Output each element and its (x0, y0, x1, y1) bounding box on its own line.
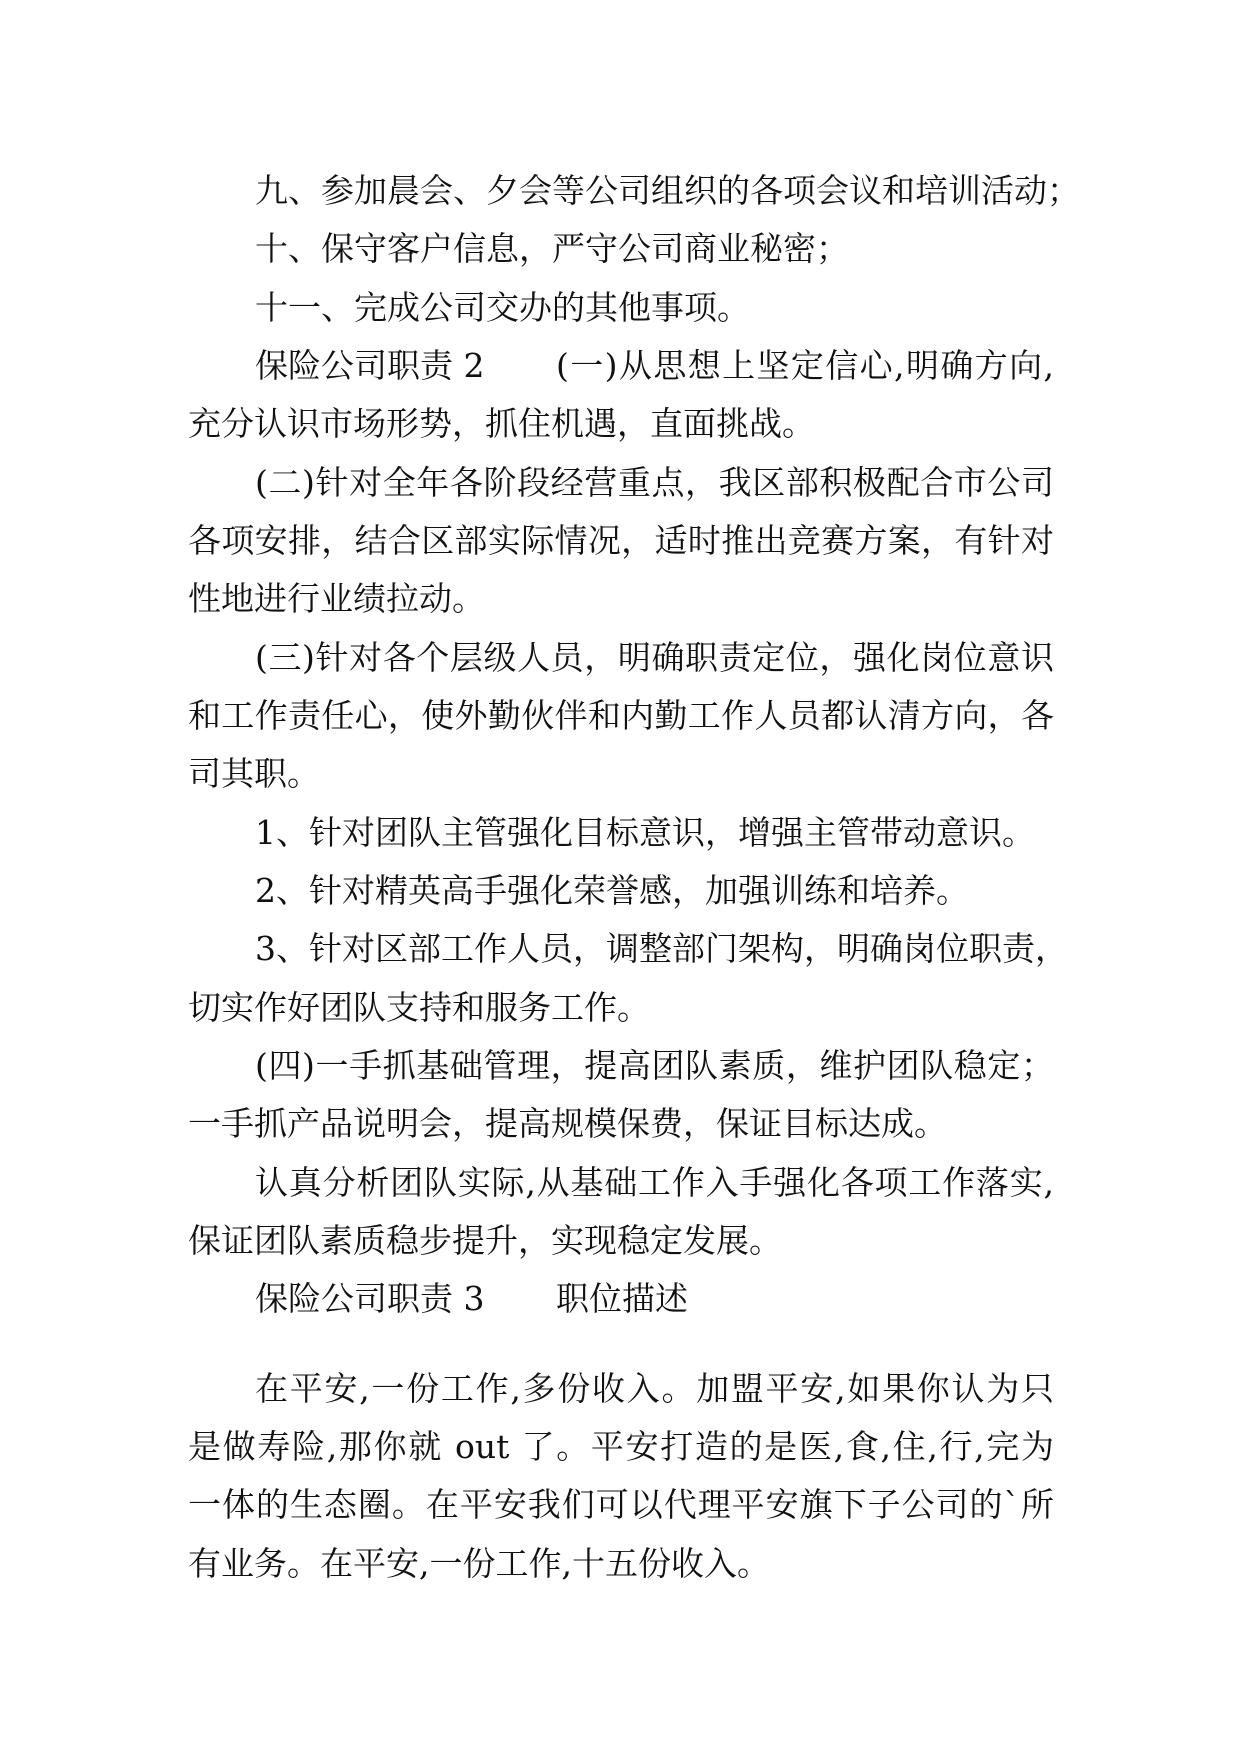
text-line: 司其职。 (188, 754, 320, 794)
paragraph (188, 1360, 1054, 1593)
paragraph (188, 454, 1054, 629)
text-line: 性地进行业绩拉动。 (188, 579, 485, 619)
section-heading-line (188, 337, 1054, 395)
section-responsibilities-3 (188, 1270, 1054, 1593)
text-line: 各项安排，结合区部实际情况，适时推出竞赛方案，有针对 (188, 520, 1054, 560)
text-line: (三)针对各个层级人员，明确职责定位，强化岗位意识 (255, 637, 1054, 677)
list-item (188, 804, 1054, 862)
text-line: 保证团队素质稳步提升，实现稳定发展。 (188, 1220, 782, 1260)
paragraph (188, 337, 1054, 454)
text-line: 一体的生态圈。在平安我们可以代理平安旗下子公司的`所 (188, 1485, 1054, 1525)
text-line: 2、针对精英高手强化荣誉感，加强训练和培养。 (255, 870, 969, 910)
text-line: (一)从思想上坚定信心,明确方向, (556, 345, 1054, 385)
text-line: 充分认识市场形势，抓住机遇，直面挑战。 (188, 404, 815, 444)
text-line: 认真分析团队实际,从基础工作入手强化各项工作落实, (255, 1162, 1054, 1202)
text-line: (二)针对全年各阶段经营重点，我区部积极配合市公司 (255, 462, 1054, 502)
section-title: 保险公司职责 2 (255, 345, 485, 385)
text-line: 切实作好团队支持和服务工作。 (188, 987, 650, 1027)
section-duty-list (188, 162, 1080, 337)
paragraph (188, 1154, 1054, 1271)
section-responsibilities-2 (188, 337, 1068, 1270)
text-line: (四)一手抓基础管理，提高团队素质，维护团队稳定； (255, 1045, 1054, 1085)
text-line: 有业务。在平安,一份工作,十五份收入。 (188, 1543, 770, 1583)
text-line: 和工作责任心，使外勤伙伴和内勤工作人员都认清方向，各 (188, 695, 1054, 735)
section-heading (188, 1270, 1054, 1328)
text-line: 十、保守客户信息，严守公司商业秘密； (255, 229, 849, 269)
text-line: 十一、完成公司交办的其他事项。 (255, 287, 750, 327)
text-line: 一手抓产品说明会，提高规模保费，保证目标达成。 (188, 1104, 947, 1144)
list-item (188, 220, 1054, 278)
paragraph (188, 629, 1054, 804)
paragraph (188, 1037, 1054, 1154)
list-item (188, 862, 1054, 920)
document-body (188, 162, 1080, 1593)
list-item (188, 279, 1054, 337)
section-heading-line (188, 1270, 1054, 1328)
text-line: 3、针对区部工作人员，调整部门架构，明确岗位职责， (255, 929, 1068, 969)
section-subtitle: 职位描述 (556, 1279, 688, 1319)
text-line: 是做寿险,那你就 out 了。平安打造的是医,食,住,行,完为 (188, 1426, 1054, 1466)
list-item (188, 920, 1068, 1037)
text-line: 1、针对团队主管强化目标意识，增强主管带动意识。 (255, 812, 1035, 852)
section-title: 保险公司职责 3 (255, 1279, 485, 1319)
text-line: 九、参加晨会、夕会等公司组织的各项会议和培训活动； (255, 171, 1080, 210)
list-item (188, 162, 1080, 220)
text-line: 在平安,一份工作,多份收入。加盟平安,如果你认为只 (255, 1368, 1054, 1408)
